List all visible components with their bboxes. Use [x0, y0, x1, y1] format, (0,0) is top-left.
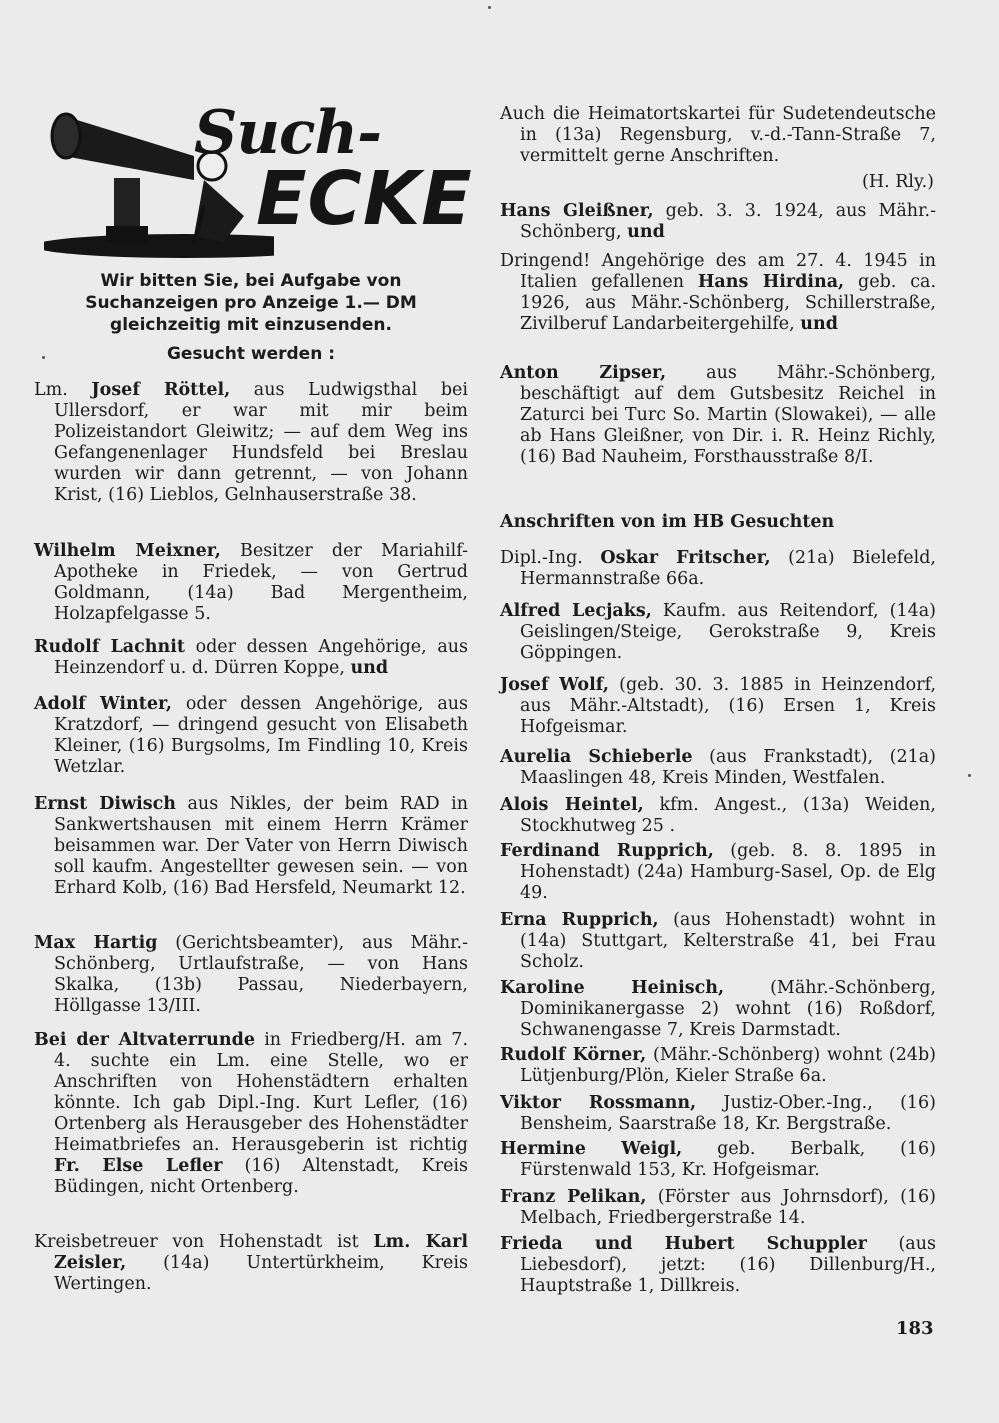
- print-speck: [488, 6, 491, 9]
- entry-hans-gleissner: [500, 201, 936, 243]
- entry-name: Frieda und Hubert Schuppler: [500, 1234, 867, 1254]
- entry-oskar-fritscher: [500, 548, 936, 590]
- entry-name: Franz Pelikan,: [500, 1187, 647, 1207]
- entry-ernst-diwisch: [34, 794, 468, 899]
- entry-adolf-winter: [34, 694, 468, 778]
- entry-text: (Mähr.-Schönberg) wohnt (24b) Lütjenburg/Plön, Kieler Straße 6a.: [520, 1045, 937, 1086]
- entry-name: Aurelia Schieberle: [500, 747, 693, 767]
- entry-alfred-lecjaks: [500, 601, 936, 664]
- entry-text: Besitzer der Mariahilf-Apotheke in Friedek, — von Gertrud Goldmann, (14a) Bad Mergentheim, Holzapfelgasse 5.: [54, 541, 468, 624]
- entry-name: Hans Hirdina,: [697, 272, 845, 292]
- entry-name: Rudolf Körner,: [500, 1045, 647, 1065]
- entry-franz-pelikan: [500, 1187, 936, 1229]
- entry-name: Ernst Diwisch: [34, 794, 176, 814]
- entry-name: Bei der Altvaterrunde: [34, 1030, 255, 1050]
- print-speck: [968, 774, 971, 777]
- entry-text: in Friedberg/H. am 7. 4. suchte ein Lm. eine Stelle, wo er Anschriften von Hohenstädtern erhalten könnte. Ich gab Dipl.-Ing. Kurt Lefler, (16) Ortenberg als Herausgeber des Hohenstädter Heimatbriefes an. Herausgeberin ist richtig: [54, 1030, 469, 1155]
- entry-text-secondary: (16) Altenstadt, Kreis Büdingen, nicht Ortenberg.: [54, 1156, 469, 1197]
- entry-aurelia-schieberle: [500, 747, 936, 789]
- entry-hans-hirdina: [500, 251, 936, 335]
- entry-conjunction: und: [800, 314, 838, 334]
- page-number: 183: [896, 1318, 934, 1339]
- entry-josef-wolf: [500, 675, 936, 738]
- entry-text: (Gerichtsbeamter), aus Mähr.-Schönberg, Urtlaufstraße, — von Hans Skalka, (13b) Passau, Niederbayern, Höllgasse 13/III.: [54, 933, 468, 1016]
- entry-signature: (H. Rly.): [862, 172, 934, 192]
- entry-name: Hermine Weigl,: [500, 1139, 683, 1159]
- entry-name: Josef Röttel,: [91, 380, 231, 400]
- entry-text: geb. 3. 3. 1924, aus Mähr.-Schönberg,: [520, 201, 937, 242]
- entry-text: (aus Liebesdorf), jetzt: (16) Dillenburg/H., Hauptstraße 1, Dillkreis.: [520, 1234, 936, 1296]
- entry-name-secondary: Fr. Else Lefler: [54, 1156, 223, 1176]
- entry-alois-heintel: [500, 795, 936, 837]
- entry-prefix: Lm.: [34, 380, 92, 400]
- entry-karoline-heinisch: [500, 978, 936, 1041]
- fee-note: Wir bitten Sie, bei Aufgabe von Suchanzeigen pro Anzeige 1.— DM gleichzeitig mit einzusenden.: [85, 271, 417, 335]
- entry-name: Ferdinand Rupprich,: [500, 841, 714, 861]
- entry-heimatortskartei: [500, 104, 936, 167]
- entry-text: (geb. 30. 3. 1885 in Heinzendorf, aus Mähr.-Altstadt), (16) Ersen 1, Kreis Hofgeismar.: [520, 675, 937, 737]
- entry-name: Karoline Heinisch,: [500, 978, 725, 998]
- entry-name: Alois Heintel,: [500, 795, 644, 815]
- entry-schuppler: [500, 1234, 936, 1297]
- entry-rudolf-lachnit: [34, 637, 468, 679]
- entry-rudolf-koerner: [500, 1045, 936, 1087]
- entry-erna-rupprich: [500, 910, 936, 973]
- entry-text: (aus Frankstadt), (21a) Maaslingen 48, Kreis Minden, Westfalen.: [520, 747, 936, 788]
- such-ecke-logo: [44, 96, 473, 266]
- entry-text: aus Nikles, der beim RAD in Sankwertshausen mit einem Herrn Krämer beisammen war. Der Vater von Herrn Diwisch soll kaufm. Angestellter gewesen sein. — von Erhard Kolb, (16) Bad Hersfeld, Neumarkt 12.: [54, 794, 468, 898]
- logo-word-such: Such-: [194, 98, 382, 168]
- entry-text: aus Mähr.-Schönberg, beschäftigt auf dem Gutsbesitz Reichel in Zaturci bei Turc So. Martin (Slowakei), — alle ab Hans Gleißner, von Dir. i. R. Heinz Richly, (16) Bad Nauheim, Forsthausstraße 8/I.: [520, 363, 936, 467]
- entry-name: Rudolf Lachnit: [34, 637, 185, 657]
- entry-conjunction: und: [627, 222, 665, 242]
- entry-name: Anton Zipser,: [500, 363, 667, 383]
- entry-name: Adolf Winter,: [34, 694, 173, 714]
- entry-josef-roettel: [34, 380, 468, 506]
- entry-name: Viktor Rossmann,: [500, 1093, 697, 1113]
- entry-text: oder dessen Angehörige, aus Kratzdorf, — dringend gesucht von Elisabeth Kleiner, (16) Burgsolms, Im Findling 10, Kreis Wetzlar.: [54, 694, 469, 777]
- entry-ferdinand-rupprich: [500, 841, 936, 904]
- entry-altvaterrunde: [34, 1030, 468, 1198]
- entry-prefix: Dipl.-Ing.: [500, 548, 601, 568]
- entry-text: (14a) Untertürkheim, Kreis Wertingen.: [54, 1253, 468, 1294]
- entry-anton-zipser: [500, 363, 936, 468]
- entry-text: (geb. 8. 8. 1895 in Hohenstadt) (24a) Hamburg-Sasel, Op. de Elg 49.: [520, 841, 936, 903]
- entry-text: aus Ludwigsthal bei Ullersdorf, er war mit mir beim Polizeistandort Gleiwitz; — auf dem Weg ins Gefangenenlager Hundsfeld bei Breslau wurden wir dann getrennt, — von Johann Krist, (16) Lieblos, Gelnhauserstraße 38.: [54, 380, 469, 505]
- entry-text: Kaufm. aus Reitendorf, (14a) Geislingen/Steige, Gerokstraße 9, Kreis Göppingen.: [520, 601, 937, 663]
- entry-text: kfm. Angest., (13a) Weiden, Stockhutweg 25 .: [520, 795, 936, 836]
- entry-name: Max Hartig: [34, 933, 158, 953]
- entry-max-hartig: [34, 933, 468, 1017]
- entry-name: Josef Wolf,: [500, 675, 609, 695]
- entry-prefix: Kreisbetreuer von Hohenstadt ist: [34, 1232, 374, 1252]
- entry-kreisbetreuer: [34, 1232, 468, 1295]
- entry-name: Alfred Lecjaks,: [500, 601, 652, 621]
- entry-name: Lm. Karl Zeisler,: [54, 1232, 468, 1273]
- section-heading-anschriften: Anschriften von im HB Gesuchten: [500, 512, 835, 532]
- entry-name: Wilhelm Meixner,: [34, 541, 221, 561]
- entry-text: Auch die Heimatortskartei für Sudetendeutsche in (13a) Regensburg, v.-d.-Tann-Straße 7, vermittelt gerne Anschriften.: [500, 104, 936, 166]
- entry-text: (Mähr.-Schönberg, Dominikanergasse 2) wohnt (16) Roßdorf, Schwanengasse 7, Kreis Darmstadt.: [520, 978, 936, 1040]
- entry-text: (21a) Bielefeld, Hermannstraße 66a.: [520, 548, 936, 589]
- entry-name: Erna Rupprich,: [500, 910, 659, 930]
- entry-text: (aus Hohenstadt) wohnt in (14a) Stuttgart, Kelterstraße 41, bei Frau Scholz.: [520, 910, 936, 972]
- print-speck: [42, 356, 45, 359]
- entry-name: Hans Gleißner,: [500, 201, 654, 221]
- entry-conjunction: und: [350, 658, 389, 678]
- section-heading-gesucht: Gesucht werden :: [166, 344, 336, 364]
- entry-wilhelm-meixner: [34, 541, 468, 625]
- entry-text: (Förster aus Johrnsdorf), (16) Melbach, Friedbergerstraße 14.: [520, 1187, 936, 1228]
- entry-hermine-weigl: [500, 1139, 936, 1181]
- entry-prefix: Dringend! Angehörige des am 27. 4. 1945 in Italien gefallenen: [500, 251, 936, 292]
- logo-word-ecke: ECKE: [256, 156, 473, 242]
- entry-viktor-rossmann: [500, 1093, 936, 1135]
- entry-text: oder dessen Angehörige, aus Heinzendorf u. d. Dürren Koppe,: [54, 637, 469, 678]
- entry-text: Justiz-Ober.-Ing., (16) Bensheim, Saarstraße 18, Kr. Bergstraße.: [520, 1093, 936, 1134]
- entry-text: geb. Berbalk, (16) Fürstenwald 153, Kr. Hofgeismar.: [520, 1139, 936, 1180]
- entry-name: Oskar Fritscher,: [600, 548, 771, 568]
- entry-text: geb. ca. 1926, aus Mähr.-Schönberg, Schillerstraße, Zivilberuf Landarbeitergehilfe,: [520, 272, 937, 334]
